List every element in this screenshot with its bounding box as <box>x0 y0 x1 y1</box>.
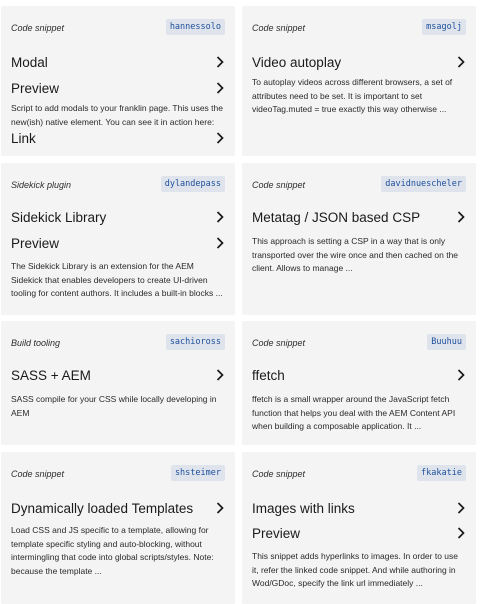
card-title: Modal <box>11 54 48 70</box>
chevron-right-icon <box>215 368 225 382</box>
snippet-card <box>242 321 476 445</box>
chevron-right-icon <box>215 501 225 515</box>
preview-link[interactable] <box>11 233 225 253</box>
author-tag[interactable]: hannessolo <box>166 19 225 35</box>
card-category: Build tooling <box>11 338 61 348</box>
card-description: Script to add modals to your franklin page. This uses the new(ish) native element. You can see it in action here: <box>11 103 223 127</box>
snippet-card <box>242 163 476 315</box>
card-title: Video autoplay <box>252 54 342 70</box>
card-title: Sidekick Library <box>11 209 107 225</box>
card-description: This approach is setting a CSP in a way that is only transported over the wire once and then cached on the client. Allows to manage ... <box>252 236 459 273</box>
card-title-link[interactable] <box>11 365 225 385</box>
card-title: ffetch <box>252 367 285 383</box>
preview-link[interactable] <box>11 78 225 98</box>
author-tag[interactable]: shsteimer <box>171 465 225 481</box>
preview-link[interactable] <box>252 523 466 543</box>
card-title-link[interactable] <box>252 207 466 227</box>
card-description: Load CSS and JS specific to a template, allowing for template specific styling and auto-blocking, without intermingling that code into global scripts/styles. Note: because the template ... <box>11 525 214 576</box>
card-description: This snippet adds hyperlinks to images. In order to use it, refer the linked code snippet. And while authoring in Wod/GDoc, specify the link url immediately ... <box>252 551 458 588</box>
chevron-right-icon <box>456 55 466 69</box>
card-category: Code snippet <box>252 180 306 190</box>
author-tag[interactable]: Buuhuu <box>427 334 466 350</box>
author-tag[interactable]: dylandepass <box>161 176 225 192</box>
card-description: SASS compile for your CSS while locally developing in AEM <box>11 394 217 418</box>
card-title-link[interactable] <box>252 365 466 385</box>
card-category: Code snippet <box>252 469 306 479</box>
card-category: Code snippet <box>252 338 306 348</box>
card-description: ffetch is a small wrapper around the JavaScript fetch function that helps you deal with the AEM Content API when building a composable application. It ... <box>252 394 456 431</box>
snippet-card <box>1 6 235 156</box>
card-category: Code snippet <box>11 469 65 479</box>
chevron-right-icon <box>215 55 225 69</box>
preview-label: Preview <box>252 525 301 541</box>
snippet-card <box>1 163 235 315</box>
snippet-card <box>242 452 476 604</box>
snippet-card <box>242 6 476 156</box>
snippet-card <box>1 321 235 445</box>
chevron-right-icon <box>215 81 225 95</box>
extra-link[interactable] <box>11 128 225 148</box>
preview-label: Preview <box>11 80 60 96</box>
card-title-link[interactable] <box>11 207 225 227</box>
card-category: Code snippet <box>11 23 65 33</box>
card-title-link[interactable] <box>11 498 225 518</box>
chevron-right-icon <box>456 368 466 382</box>
card-title: Images with links <box>252 500 355 516</box>
chevron-right-icon <box>456 526 466 540</box>
preview-label: Preview <box>11 235 60 251</box>
author-tag[interactable]: davidnuescheler <box>381 176 466 192</box>
chevron-right-icon <box>456 501 466 515</box>
author-tag[interactable]: msagolj <box>422 19 466 35</box>
card-title-link[interactable] <box>252 498 466 518</box>
extra-link-label: Link <box>11 130 36 146</box>
card-description: To autoplay videos across different browsers, a set of attributes need to be set. It is important to set videoTag.muted = true exactly this way otherwise ... <box>252 77 453 114</box>
chevron-right-icon <box>215 210 225 224</box>
card-title: Metatag / JSON based CSP <box>252 209 421 225</box>
card-title: Dynamically loaded Templates <box>11 500 194 516</box>
snippet-card <box>1 452 235 604</box>
card-title-link[interactable] <box>252 52 466 72</box>
chevron-right-icon <box>215 131 225 145</box>
card-description: The Sidekick Library is an extension for the AEM Sidekick that enables developers to create UI-driven tooling for content authors. It includes a built-in blocks ... <box>11 261 223 298</box>
author-tag[interactable]: fkakatie <box>417 465 466 481</box>
card-category: Code snippet <box>252 23 306 33</box>
author-tag[interactable]: sachioross <box>166 334 225 350</box>
card-title-link[interactable] <box>11 52 225 72</box>
chevron-right-icon <box>215 236 225 250</box>
card-title: SASS + AEM <box>11 367 91 383</box>
card-category: Sidekick plugin <box>11 180 72 190</box>
chevron-right-icon <box>456 210 466 224</box>
